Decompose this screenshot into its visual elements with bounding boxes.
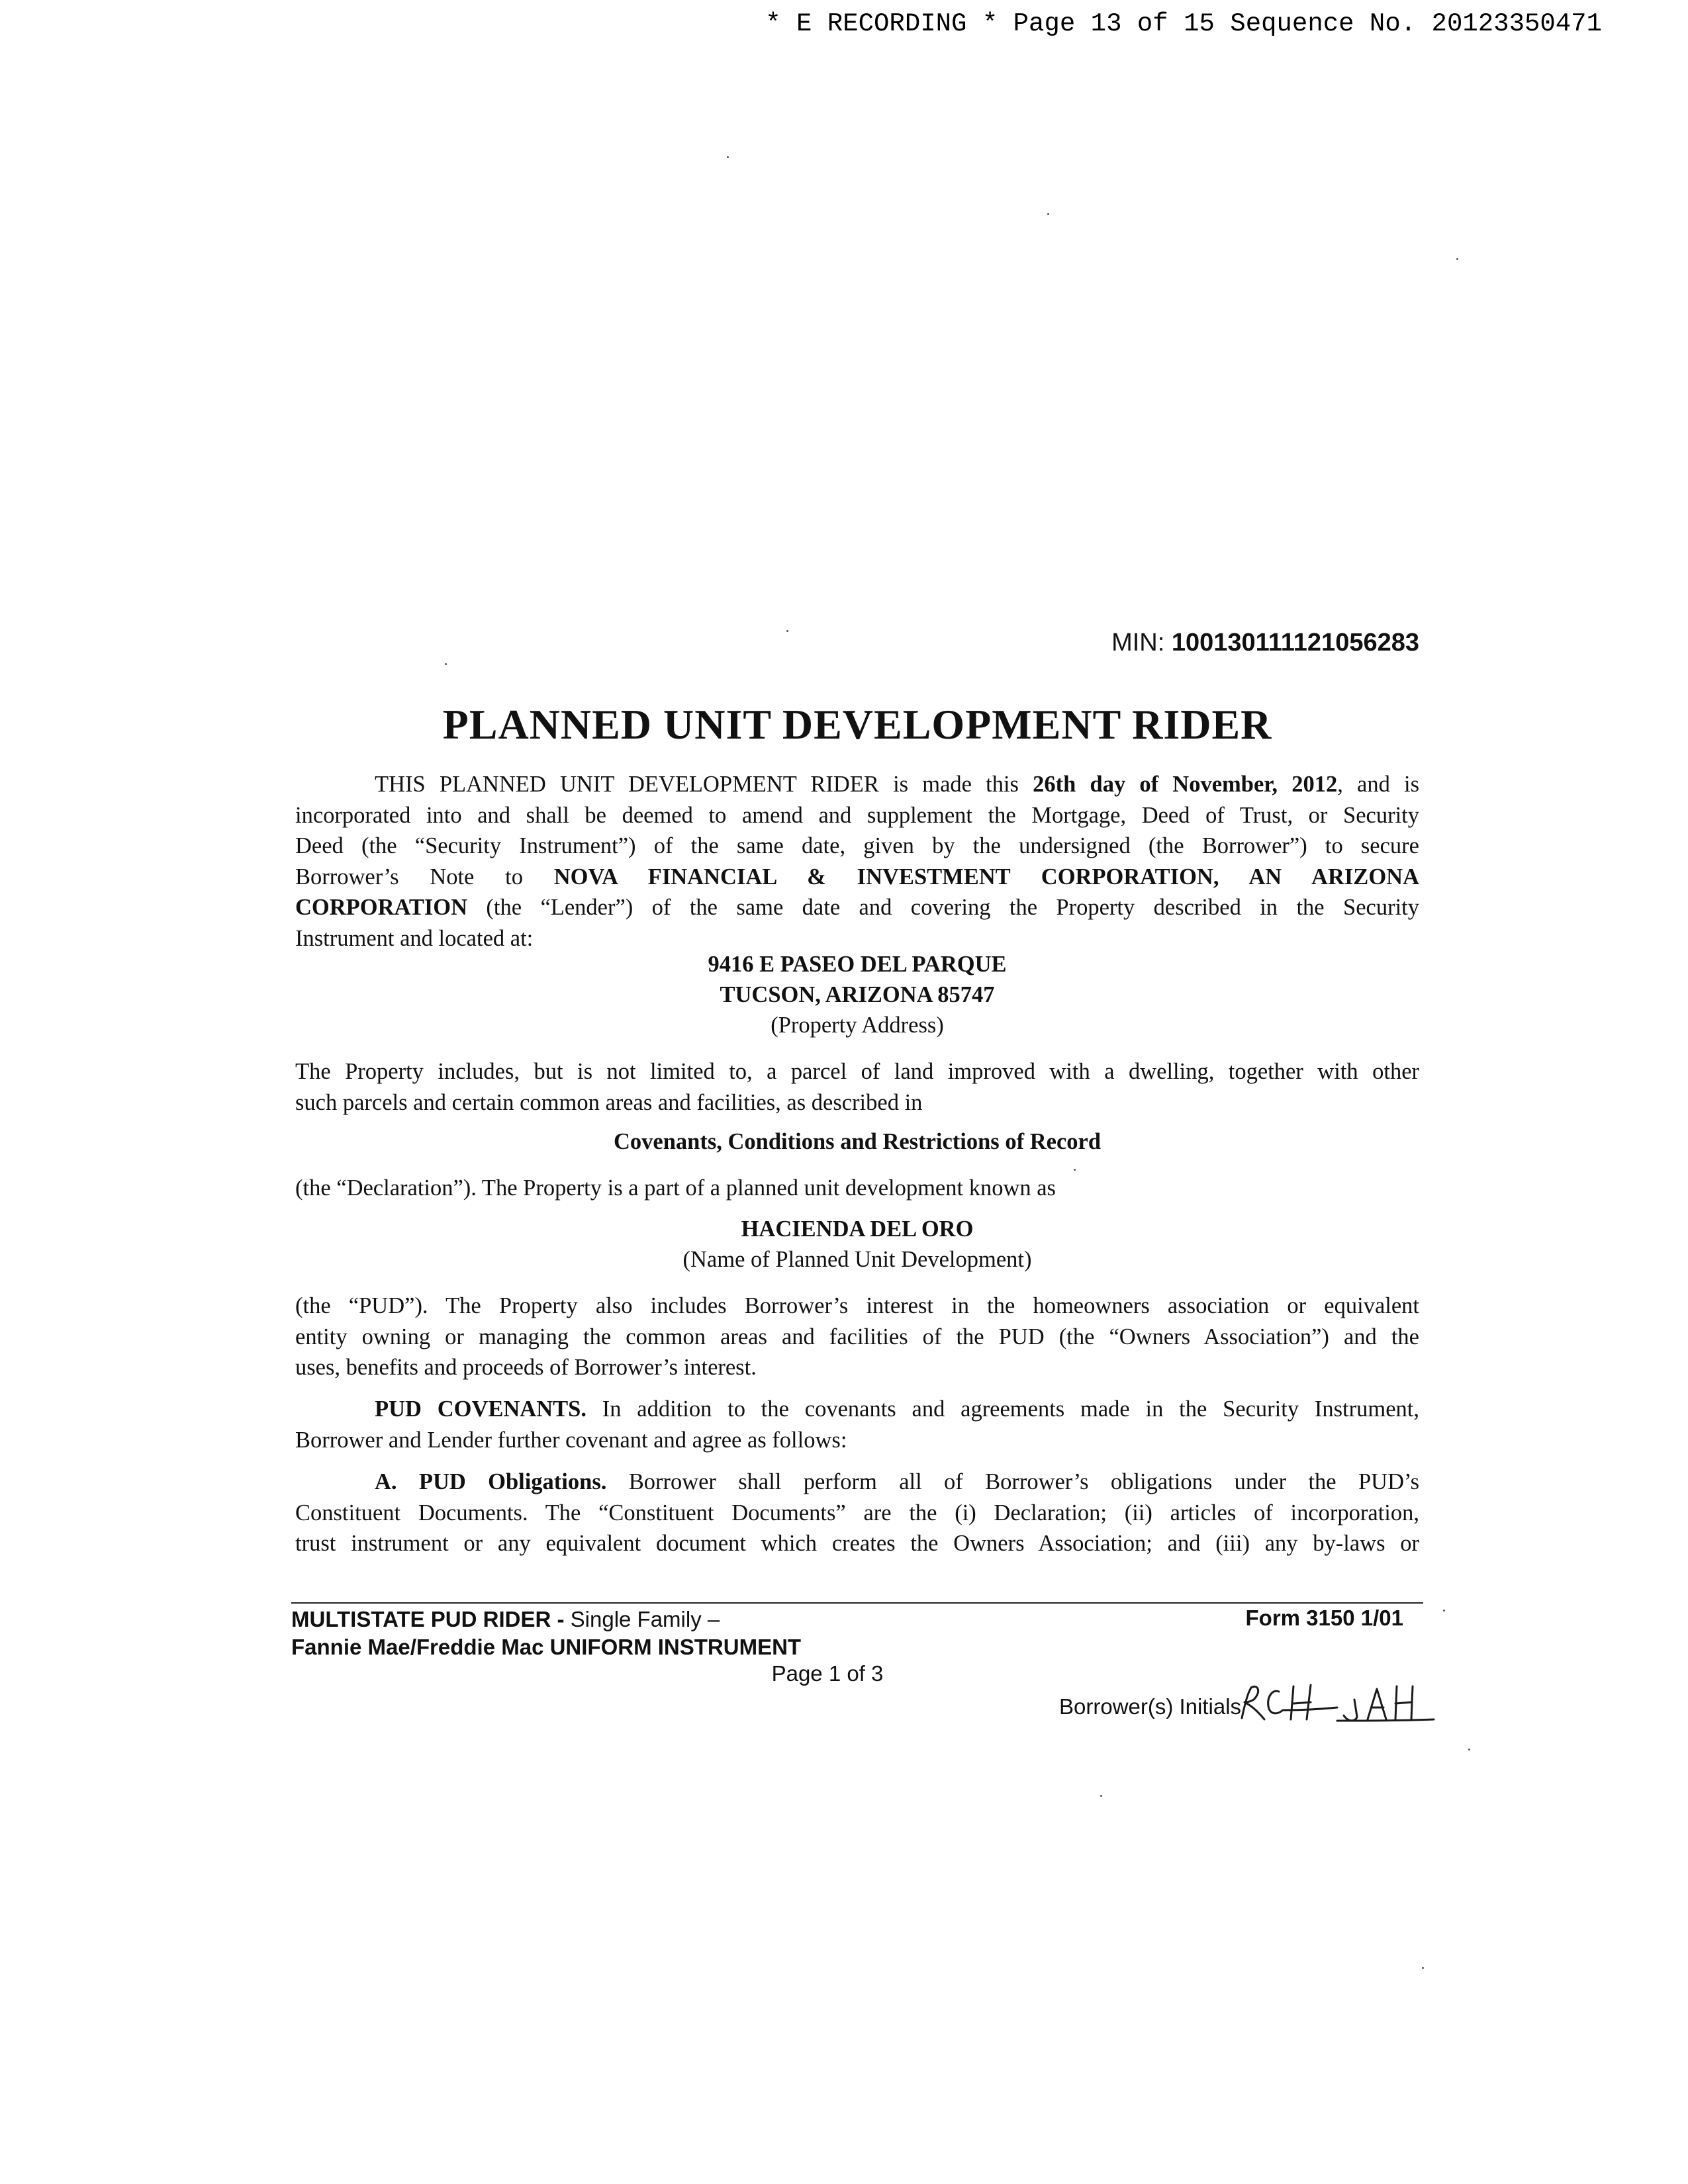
property-paragraph [295, 1056, 1419, 1118]
intro-line-4: Borrower’s Note to NOVA FINANCIAL & INVESTMENT CORPORATION, AN ARIZONA [295, 864, 1419, 889]
obligations-line-1: A. PUD Obligations. Borrower shall perform all of Borrower’s obligations under the PUD’s [375, 1469, 1419, 1494]
footer-divider [291, 1602, 1423, 1604]
intro-line-2: incorporated into and shall be deemed to amend and supplement the Mortgage, Deed of Trust, or Security [295, 802, 1419, 828]
page-title: PLANNED UNIT DEVELOPMENT RIDER [442, 701, 1272, 748]
covenants-heading: PUD COVENANTS. [375, 1396, 586, 1422]
pud-obligations-paragraph [295, 1467, 1419, 1559]
pud-line-2: entity owning or managing the common areas and facilities of the PUD (the “Owners Association”) and the [295, 1324, 1419, 1349]
property-address-line-1: 9416 E PASEO DEL PARQUE [708, 952, 1007, 977]
initials-label: Borrower(s) Initials [1059, 1694, 1242, 1719]
pud-name: HACIENDA DEL ORO [741, 1216, 974, 1242]
declaration-line: (the “Declaration”). The Property is a part of a planned unit development known as [295, 1175, 1056, 1201]
scan-speck [1456, 258, 1458, 260]
pud-line-3: uses, benefits and proceeds of Borrower’s interest. [295, 1355, 757, 1380]
min-value: 100130111121056283 [1171, 629, 1419, 657]
scan-speck [445, 663, 447, 665]
intro-line-1: THIS PLANNED UNIT DEVELOPMENT RIDER is made this 26th day of November, 2012, and is [375, 772, 1420, 797]
scan-speck [1422, 1967, 1424, 1969]
pud-line-1: (the “PUD”). The Property also includes Borrower’s interest in the homeowners association or equivalent [295, 1293, 1419, 1318]
page-number: Page 1 of 3 [771, 1661, 884, 1686]
scan-speck [727, 156, 729, 158]
covenants-line-2: Borrower and Lender further covenant and agree as follows: [295, 1427, 847, 1453]
scan-speck [786, 630, 788, 632]
footer-line-1: MULTISTATE PUD RIDER - Single Family – [291, 1607, 720, 1631]
min-label: MIN: [1111, 629, 1165, 657]
intro-paragraph [295, 769, 1419, 954]
lender-name-cont: CORPORATION [295, 895, 468, 920]
min-number [993, 629, 1419, 657]
rider-date: 26th day of November, 2012 [1033, 772, 1338, 797]
covenants-line-1: PUD COVENANTS. In addition to the covenants and agreements made in the Security Instrument, [375, 1396, 1419, 1422]
scan-speck [1047, 213, 1049, 215]
obligations-line-3: trust instrument or any equivalent document which creates the Owners Association; and (iii) any by-laws or [295, 1531, 1419, 1556]
declaration-name: Covenants, Conditions and Restrictions of Record [613, 1129, 1102, 1154]
pud-name-caption: (Name of Planned Unit Development) [682, 1247, 1032, 1272]
obligations-heading: A. PUD Obligations. [375, 1469, 607, 1494]
pud-paragraph [295, 1291, 1419, 1383]
intro-line-6: Instrument and located at: [295, 925, 534, 951]
pud-covenants-paragraph [295, 1394, 1419, 1455]
lender-name: NOVA FINANCIAL & INVESTMENT CORPORATION, AN ARIZONA [553, 864, 1419, 889]
footer-form-title [291, 1606, 801, 1661]
declaration-paragraph [295, 1173, 1419, 1204]
handwritten-initials [1238, 1680, 1436, 1726]
scan-speck [1443, 1610, 1445, 1612]
property-address-line-2: TUCSON, ARIZONA 85747 [720, 982, 995, 1007]
property-line-1: The Property includes, but is not limited to, a parcel of land improved with a dwelling, together with other [295, 1059, 1419, 1084]
property-address-caption: (Property Address) [771, 1013, 944, 1038]
obligations-line-2: Constituent Documents. The “Constituent Documents” are the (i) Declaration; (ii) articles of incorporation, [295, 1500, 1419, 1525]
scan-speck [1100, 1795, 1102, 1797]
footer-line-2: Fannie Mae/Freddie Mac UNIFORM INSTRUMENT [291, 1635, 802, 1659]
scan-speck [1468, 1749, 1470, 1751]
recording-header: * E RECORDING * Page 13 of 15 Sequence No. 20123350471 [765, 9, 1602, 38]
property-line-2: such parcels and certain common areas and facilities, as described in [295, 1089, 923, 1115]
scan-speck [1074, 1169, 1076, 1171]
intro-line-3: Deed (the “Security Instrument”) of the same date, given by the undersigned (the Borrower”) to secure [295, 833, 1419, 858]
footer-form-number: Form 3150 1/01 [1245, 1606, 1403, 1630]
intro-line-5: CORPORATION (the “Lender”) of the same date and covering the Property described in the Security [295, 895, 1419, 920]
